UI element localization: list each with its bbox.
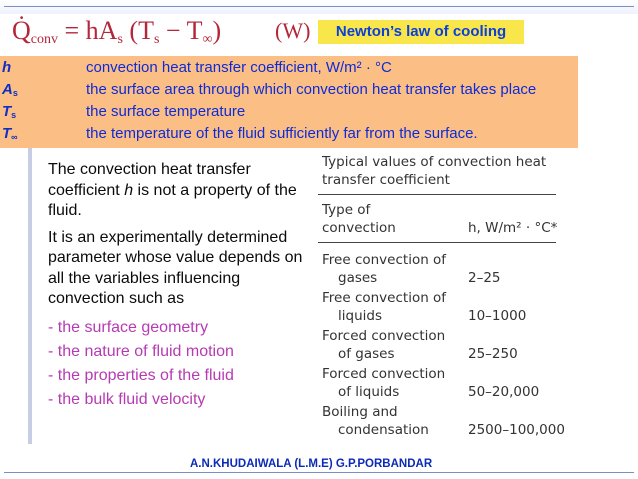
- definition-row: [0, 58, 578, 78]
- def-symbol: $T_s$: [2, 103, 17, 120]
- def-symbol: h: [2, 59, 12, 76]
- table-cell-value: 10–1000: [468, 308, 527, 324]
- col-header-type: Type of: [322, 202, 371, 218]
- definitions-box: [0, 56, 578, 148]
- table-cell-type: of liquids: [338, 384, 400, 400]
- top-border: [4, 6, 634, 7]
- eq-q-dot: Q̇: [12, 16, 31, 45]
- table-cell-value: 2–25: [468, 270, 501, 286]
- eq-tinf: − T: [159, 16, 203, 45]
- table-rule: [318, 194, 556, 195]
- list-item: - the bulk fluid velocity: [48, 390, 206, 408]
- def-symbol: $T_\infty$: [2, 125, 18, 142]
- table-title-line: Typical values of convection heat: [322, 154, 547, 170]
- footer-credit: A.N.KHUDAIWALA (L.M.E) G.P.PORBANDAR: [190, 458, 433, 470]
- table-cell-type: Forced convection: [322, 328, 446, 344]
- eq-sub-ts: s: [153, 32, 160, 47]
- definition-row: [0, 80, 578, 100]
- eq-paren-close: ): [212, 16, 222, 45]
- table-cell-type: liquids: [338, 308, 382, 324]
- convection-table: [318, 154, 565, 454]
- table-cell-type: condensation: [338, 422, 429, 438]
- table-cell-value: 2500–100,000: [468, 422, 565, 438]
- bottom-rule: [4, 472, 634, 473]
- def-text: the temperature of the fluid sufficiently far from the surface.: [86, 125, 478, 142]
- eq-sub-s: s: [117, 32, 123, 47]
- def-text: the surface temperature: [86, 103, 246, 120]
- list-item: - the nature of fluid motion: [48, 342, 234, 360]
- list-item: - the surface geometry: [48, 318, 209, 336]
- table-cell-type: of gases: [338, 346, 395, 362]
- body-text: [48, 160, 316, 412]
- list-item: - the properties of the fluid: [48, 366, 234, 384]
- definition-row: [0, 102, 578, 122]
- table-cell-type: gases: [338, 270, 378, 286]
- eq-ts: (T: [129, 16, 154, 45]
- table-cell-type: Boiling and: [322, 404, 398, 420]
- table-cell-type: Forced convection: [322, 366, 446, 382]
- col-header-type: convection: [322, 220, 396, 236]
- table-cell-type: Free convection of: [322, 290, 447, 306]
- def-symbol: $A_s$: [2, 81, 18, 98]
- slide-title: Newton’s law of cooling: [318, 20, 524, 44]
- eq-sub-inf: ∞: [202, 32, 213, 47]
- eq-sub-conv: conv: [30, 32, 58, 47]
- def-text: convection heat transfer coefficient, W/m² · °C: [86, 59, 392, 76]
- paragraph-experimental: It is an experimentally determined parameter whose value depends on all the variables influencing convection such as: [48, 228, 303, 307]
- paragraph-property: The convection heat transfer coefficient h is not a property of the fluid.: [48, 161, 297, 219]
- definition-row: [0, 124, 578, 144]
- eq-ha: = hA: [64, 16, 118, 45]
- col-header-h: h, W/m² · °C*: [468, 220, 558, 236]
- table-rule: [318, 242, 556, 243]
- table-cell-value: 25–250: [468, 346, 518, 362]
- left-accent-bar: [28, 148, 32, 444]
- factor-list: [48, 316, 316, 412]
- eq-unit: (W): [275, 18, 311, 43]
- newton-equation: [12, 10, 221, 52]
- table-cell-type: Free convection of: [322, 252, 447, 268]
- def-text: the surface area through which convection heat transfer takes place: [86, 81, 537, 98]
- table-title-line: transfer coefficient: [322, 172, 450, 188]
- table-cell-value: 50–20,000: [468, 384, 540, 400]
